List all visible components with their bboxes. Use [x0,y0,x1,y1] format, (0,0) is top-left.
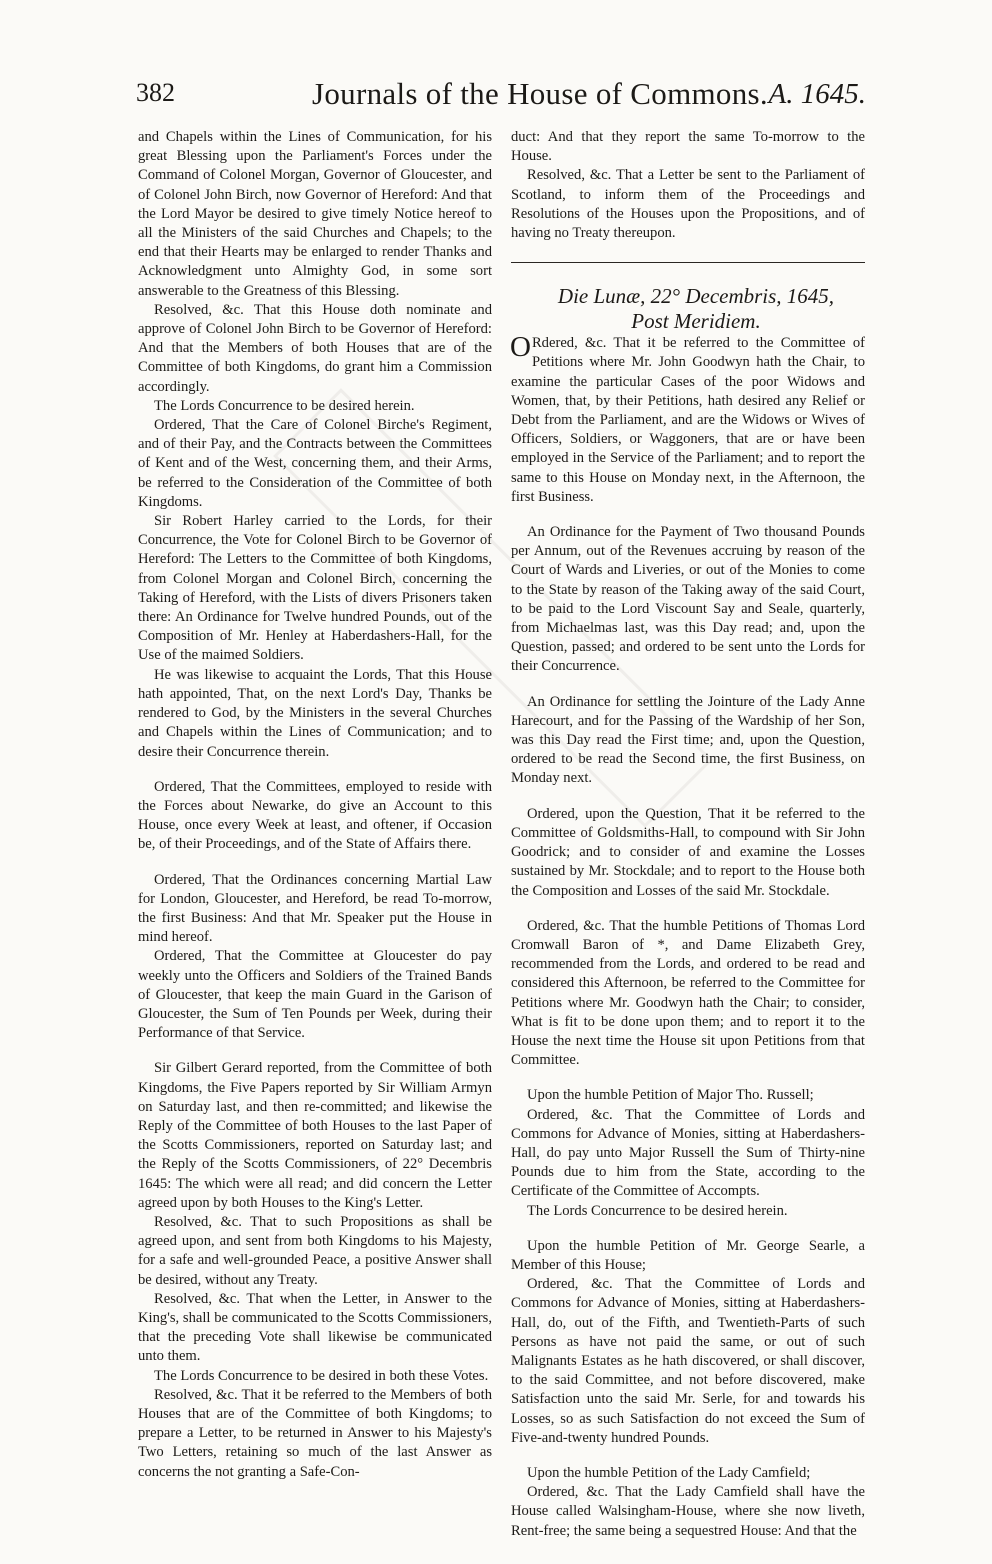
right-column [511,128,865,1541]
paragraph: Ordered, That the Care of Colonel Birche's Regiment, and of their Pay, and the Contracts between the Committees of Kent and of the West, concerning them, and their Arms, be referred to the Consideration of the Committee of both Kingdoms. [138,417,492,510]
paragraph: Resolved, &c. That it be referred to the Members of both Houses that are of the Committee of both Kingdoms; to prepare a Letter, to be returned in Answer to his Majesty's Two Letters, retaining so much of the last Answer as concerns the not granting a Safe-Con- [138,1386,492,1480]
paragraph: He was likewise to acquaint the Lords, That this House hath appointed, That, on the next Lord's Day, Thanks be rendered to God, by the Ministers in the several Churches and Chapels within the Lines of Communication; and to desire their Concurrence therein. [138,666,492,760]
paragraph: Ordered, &c. That the Committee of Lords and Commons for Advance of Monies, sitting at Haberdashers-Hall, do pay unto Major Russell the Sum of Thirty-nine Pounds due to him from the State, according to the Certificate of the Committee of Accompts. [511,1106,865,1200]
running-title: Journals of the House of Commons. [312,76,768,111]
paragraph: The Lords Concurrence to be desired herein. [154,397,415,414]
paragraph: Ordered, That the Committees, employed to reside with the Forces about Newarke, do give an Account to this House, once every Week at least, and oftener, if Occasion be, of their Proceedings, and of the State of Affairs there. [138,778,492,853]
page-number: 382 [136,78,175,107]
paragraph: Ordered, &c. That the Lady Camfield shall have the House called Walsingham-House, where she now liveth, Rent-free; the same being a sequestred House: And that the [511,1484,865,1539]
paragraph: Ordered, upon the Question, That it be referred to the Committee of Goldsmiths-Hall, to compound with Sir John Goodrick; and to consider of and examine the Losses sustained by Mr. Stockdale; and to report to the House both the Composition and Losses of the said Mr. Stockdale. [511,805,865,899]
session-time-heading: Post Meridiem. [631,309,761,334]
left-column [138,128,492,1482]
paragraph: Upon the humble Petition of Mr. George Searle, a Member of this House; [511,1237,865,1273]
paragraph: Sir Gilbert Gerard reported, from the Committee of both Kingdoms, the Five Papers reported by Sir William Armyn on Saturday last, and then re-committed; and likewise the Reply of the Committee of both Houses to the last Paper of the Scotts Commissioners, reported on Saturday last; and the Reply of the Scotts Commissioners, of 22° Decembris 1645: The which were all read; and did concern the Letter agreed upon by both Houses to the King's Letter. [138,1060,492,1211]
year-heading: A. 1645. [768,78,866,110]
paragraph: An Ordinance for settling the Jointure of the Lady Anne Harecourt, and for the Passing of the Wardship of her Son, was this Day read the First time; and, upon the Question, ordered to be read the Second time, the first Business, on Monday next. [511,693,865,787]
paragraph: Ordered, &c. That the humble Petitions of Thomas Lord Cromwall Baron of *, and Dame Elizabeth Grey, recommended from the Lords, and ordered to be read and considered this Afternoon, be referred to the Committee for Petitions where Mr. Goodwyn hath the Chair; to consider, What is fit to be done upon them; and to report it to the House the next time the House sit upon Petitions from that Committee. [511,917,865,1069]
paragraph: Upon the humble Petition of Major Tho. Russell; [527,1087,814,1104]
paragraph [510,331,865,507]
paragraph: The Lords Concurrence to be desired in both these Votes. [154,1367,489,1384]
paragraph: Resolved, &c. That when the Letter, in Answer to the King's, shall be communicated to the Scotts Commissioners, that the preceding Vote shall likewise be communicated unto them. [138,1290,492,1365]
paragraph: Ordered, &c. That the Committee of Lords and Commons for Advance of Monies, sitting at Haberdashers-Hall, do, out of the Fifth, and Twentieth-Parts of such Persons as have not paid the same, or out of such Malignants Estates as he hath discovered, or shall discover, to the said Committee, and not before discovered, make Satisfaction unto the said Mr. Serle, for and towards his Losses, so as such Satisfaction do not exceed the Sum of Five-and-twenty hundred Pounds. [511,1276,865,1446]
page-header [136,78,866,128]
paragraph: Sir Robert Harley carried to the Lords, for their Concurrence, the Vote for Colonel Birch to be Governor of Hereford: The Letters to the Committee of both Kingdoms, from Colonel Morgan and Colonel Birch, concerning the Taking of Hereford, with the Lists of divers Prisoners taken there: An Ordinance for Twelve hundred Pounds, out of the Composition of Mr. Henley at Haberdashers-Hall, for the Use of the maimed Soldiers. [138,513,492,664]
paragraph: Ordered, That the Committee at Gloucester do pay weekly unto the Officers and Soldiers of the Trained Bands of Gloucester, that keep the main Guard in the Garison of Gloucester, the Sum of Ten Pounds per Week, during their Performance of that Service. [138,948,492,1042]
paragraph: and Chapels within the Lines of Communication, for his great Blessing upon the Parliament's Forces under the Command of Colonel Morgan, Governor of Gloucester, and of Colonel John Birch, now Governor of Hereford: And that the Lord Mayor be desired to give timely Notice hereof to all the Ministers of the said Churches and Chapels; to the end that their Hearts may be enlarged to render Thanks and Acknowledgment unto Almighty God, in some sort answerable to the Greatness of this Blessing. [138,129,492,299]
paragraph: An Ordinance for the Payment of Two thousand Pounds per Annum, out of the Revenues accruing by reason of the Court of Wards and Liveries, or out of the Monies to come to the State by reason of the Taking away of the said Court, to be paid to the Lord Viscount Say and Seale, quarterly, from Michaelmas last, was this Day read; and, upon the Question, passed; and ordered to be sent unto the Lords for their Concurrence. [511,524,865,675]
paragraph: duct: And that they report the same To-morrow to the House. [511,129,865,165]
paragraph: Resolved, &c. That to such Propositions as shall be agreed upon, and sent from both Kingdoms to his Majesty, for a safe and well-grounded Peace, a positive Answer shall be desired, without any Treaty. [138,1213,492,1288]
paragraph-text: Rdered, &c. That it be referred to the Committee of Petitions where Mr. John Goodwyn hath the Chair, to examine the particular Cases of the poor Widows and Women, that, by their Petitions, hath desired any Relief or Debt from the Parliament, and are the Widows or Wives of Officers, Soldiers, or Waggoners, that are or have been employed in the Service of the Parliament; and to report the same to this House on Monday next, in the Afternoon, the first Business. [511,335,865,505]
paragraph: Ordered, That the Ordinances concerning Martial Law for London, Gloucester, and Hereford, be read To-morrow, the first Business: And that Mr. Speaker put the House in mind hereof. [138,871,492,946]
section-divider [511,262,865,263]
paragraph: Resolved, &c. That this House doth nominate and approve of Colonel John Birch to be Governor of Hereford: And that the Members of both Houses that are of the Committee of both Kingdoms, do grant him a Commission accordingly. [138,301,492,395]
paragraph: The Lords Concurrence to be desired herein. [527,1202,788,1219]
drop-cap: O [510,331,531,364]
paragraph: Upon the humble Petition of the Lady Camfield; [527,1464,811,1481]
session-date-heading: Die Lunæ, 22° Decembris, 1645, [557,284,835,309]
paragraph: Resolved, &c. That a Letter be sent to the Parliament of Scotland, to inform them of the Proceedings and Resolutions of the Houses upon the Propositions, and of having no Treaty thereupon. [511,167,865,242]
